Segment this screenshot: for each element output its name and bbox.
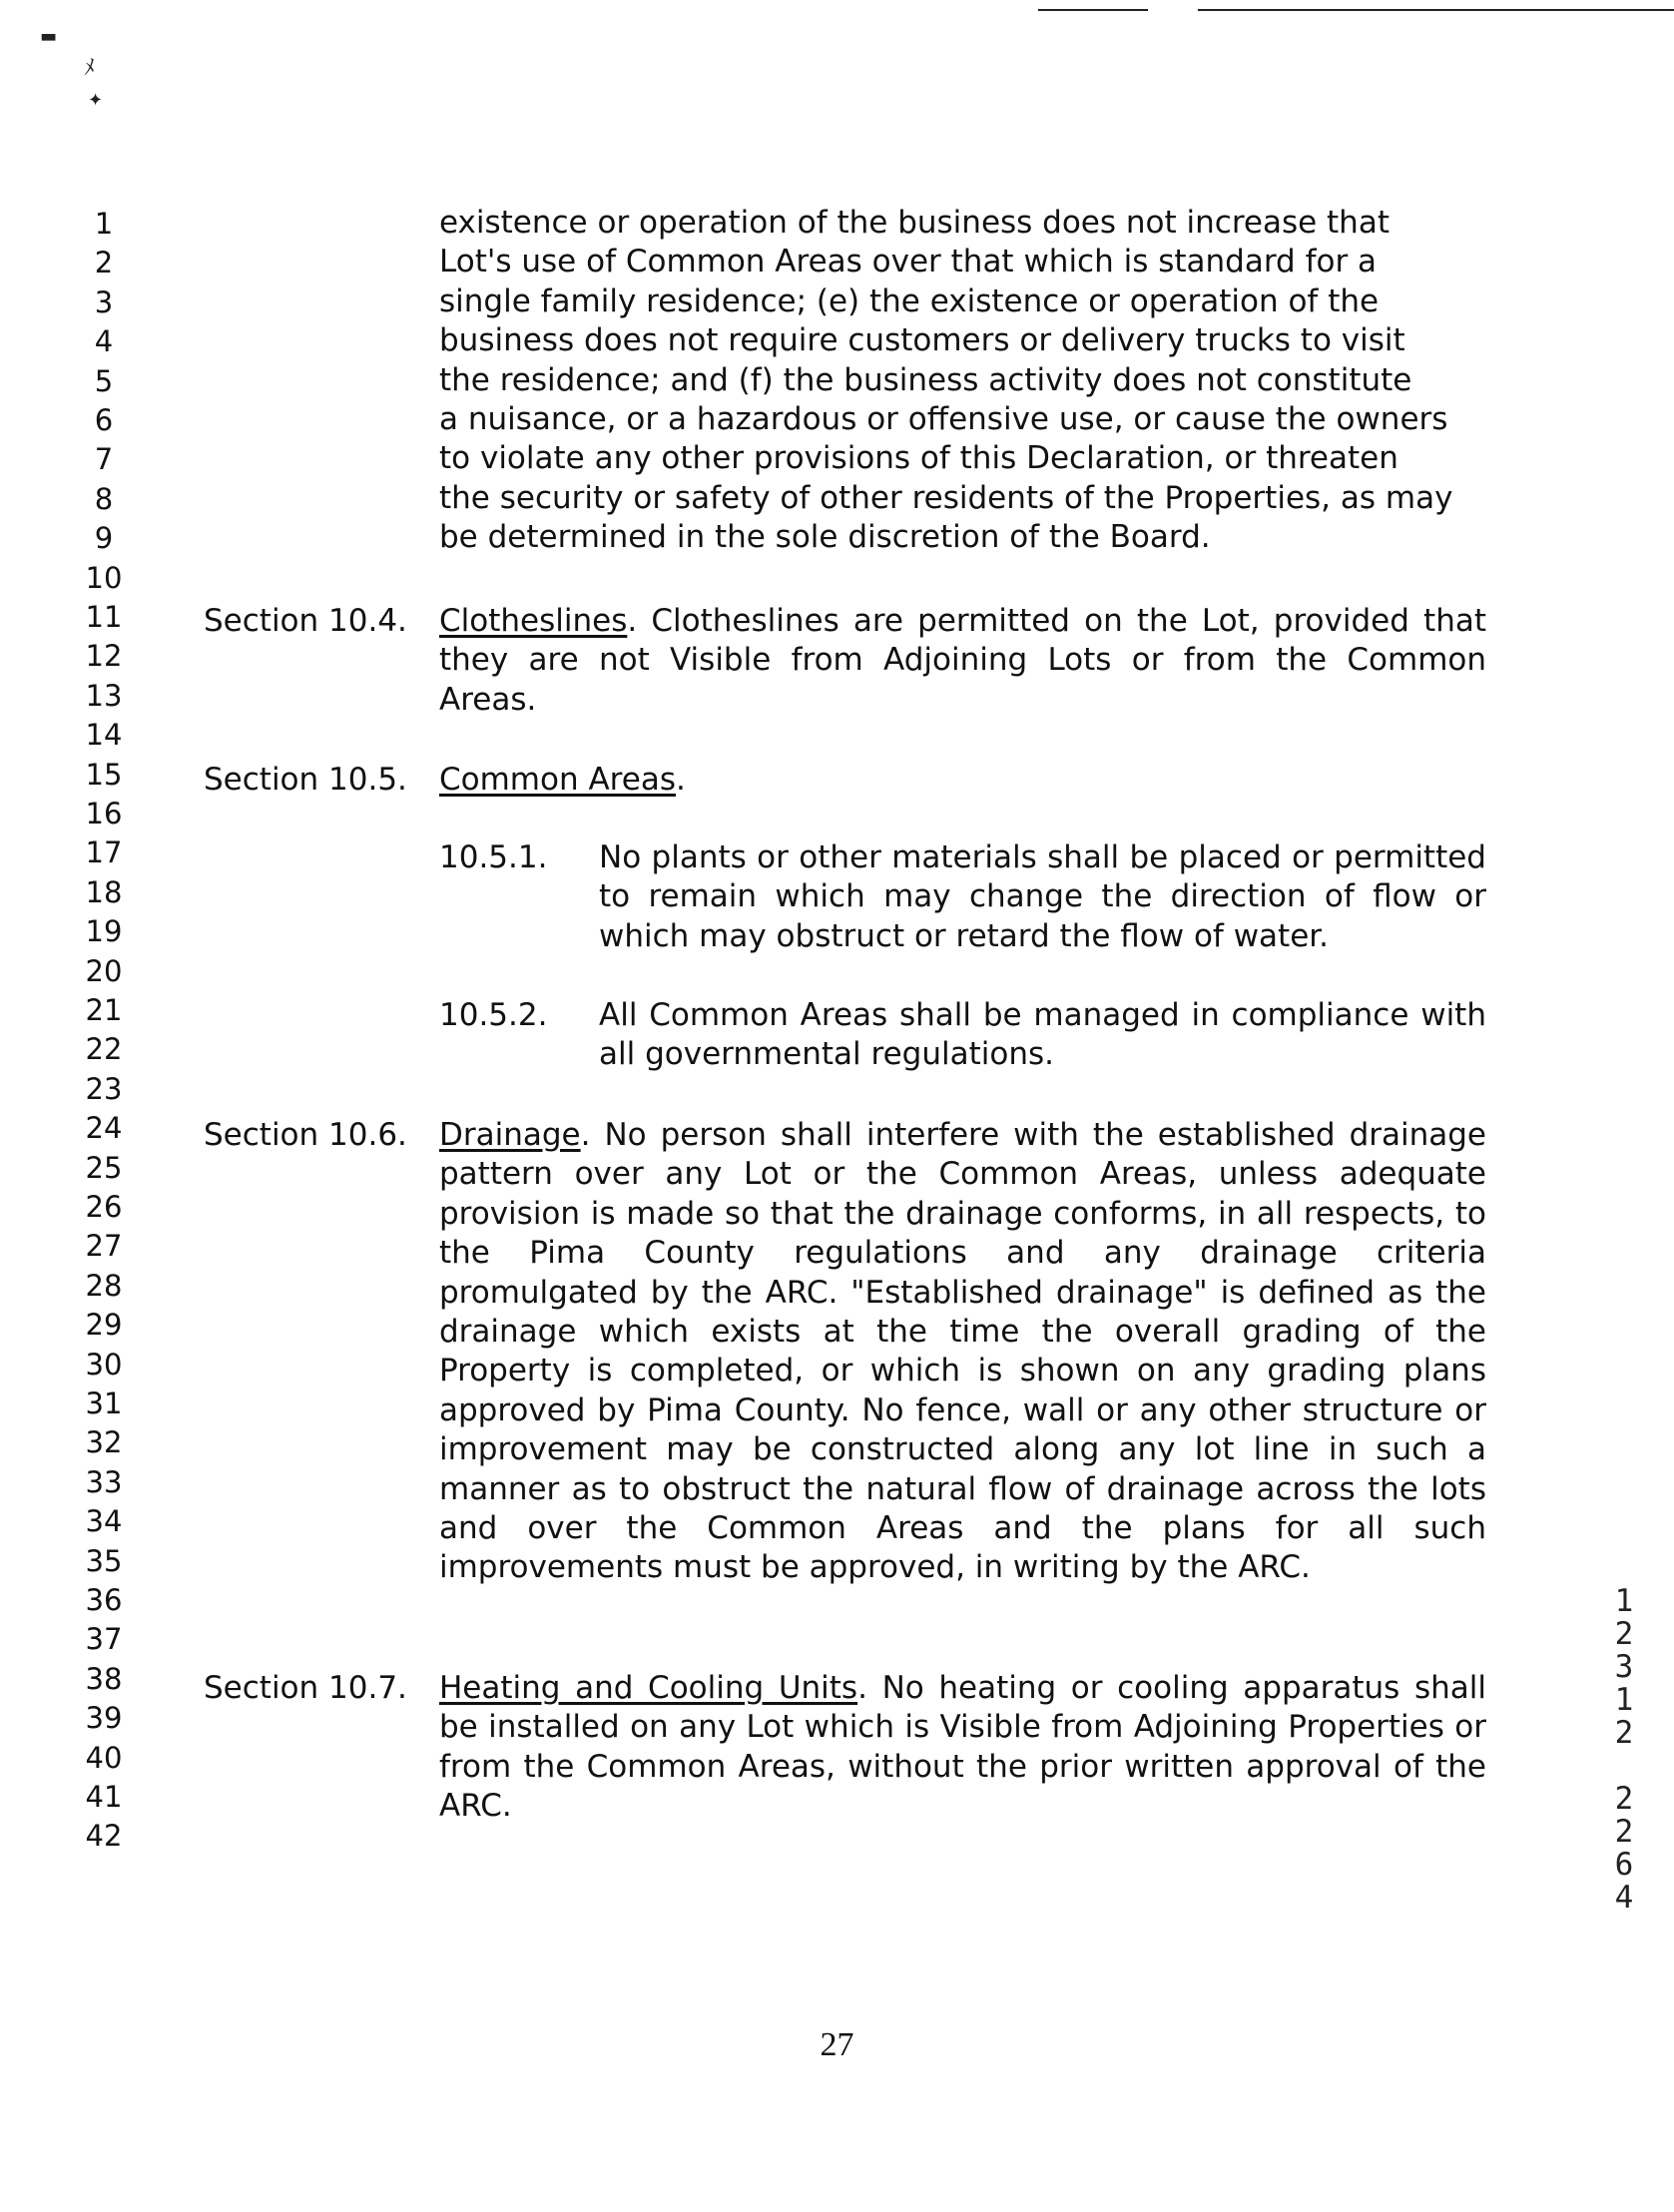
paragraph-line: Lot's use of Common Areas over that which is standard for a xyxy=(439,244,1378,280)
line-number: 7 xyxy=(94,442,114,477)
section-10-7-body xyxy=(439,1669,1486,1827)
line-number: 6 xyxy=(94,403,114,437)
recording-digit: 2 xyxy=(1614,1814,1634,1850)
scan-top-rule xyxy=(1198,9,1674,11)
line-number: 13 xyxy=(85,678,123,713)
line-number: 18 xyxy=(85,874,123,909)
section-10-6-title: Drainage xyxy=(439,1117,581,1153)
continued-paragraph xyxy=(439,204,1486,558)
section-10-4-label: Section 10.4. xyxy=(204,603,407,639)
section-10-7-title: Heating and Cooling Units xyxy=(439,1670,858,1706)
paragraph-line: business does not require customers or delivery trucks to visit xyxy=(439,322,1405,359)
recording-digit: 4 xyxy=(1614,1880,1634,1916)
section-10-4-body xyxy=(439,602,1486,720)
section-10-6-text: . No person shall interfere with the established drainage pattern over any Lot or the Common Areas, unless adequate provision is made so that the drainage conforms, in all respects, to the Pima County regulations and any drainage criteria promulgated by the ARC. "Established drainage" is defined as the drainage which exists at the time the overall grading of the Property is completed, or which is shown on any grading plans approved by Pima County. No fence, wall or any other structure or improvement may be constructed along any lot line in such a manner as to obstruct the natural flow of drainage across the lots and over the Common Areas and the plans for all such improvements must be approved, in writing by the ARC. xyxy=(439,1117,1486,1586)
subsection-10-5-1-label: 10.5.1. xyxy=(439,839,548,875)
line-number: 16 xyxy=(85,797,123,830)
paragraph-line: the residence; and (f) the business activity does not constitute xyxy=(439,361,1412,398)
scan-artifact-mark: ﾒ xyxy=(84,56,96,81)
recording-digit: 3 xyxy=(1614,1649,1634,1685)
line-number: 12 xyxy=(85,639,123,674)
paragraph-line: to violate any other provisions of this Declaration, or threaten xyxy=(439,440,1398,477)
line-number: 34 xyxy=(85,1504,123,1539)
recording-digit-gap xyxy=(1609,1750,1639,1783)
subsection-10-5-1-body: No plants or other materials shall be placed or permitted to remain which may change the direction of flow or which may obstruct or retard the flow of water. xyxy=(599,839,1486,954)
line-number: 19 xyxy=(85,914,123,949)
section-10-5-title: Common Areas xyxy=(439,762,676,798)
line-number: 21 xyxy=(85,993,123,1027)
recording-digit: 1 xyxy=(1614,1583,1634,1619)
line-number: 4 xyxy=(94,324,114,359)
line-number: 28 xyxy=(85,1268,123,1303)
paragraph-line: be determined in the sole discretion of the Board. xyxy=(439,519,1211,556)
paragraph-line: existence or operation of the business does not increase that xyxy=(439,205,1390,241)
section-10-6-body xyxy=(439,1116,1486,1588)
line-number: 26 xyxy=(85,1190,123,1224)
line-number: 15 xyxy=(85,757,123,792)
line-number: 20 xyxy=(85,953,123,988)
line-number: 38 xyxy=(85,1661,123,1696)
line-number: 24 xyxy=(85,1111,123,1146)
line-number: 11 xyxy=(85,600,123,634)
line-number: 36 xyxy=(85,1583,123,1617)
line-number: 35 xyxy=(85,1543,123,1578)
section-10-4-title: Clotheslines xyxy=(439,603,628,639)
recording-digit: 2 xyxy=(1614,1781,1634,1817)
line-number: 27 xyxy=(85,1229,123,1264)
recording-digit: 2 xyxy=(1614,1715,1634,1751)
paragraph-line: a nuisance, or a hazardous or offensive use, or cause the owners xyxy=(439,401,1448,438)
line-number: 37 xyxy=(85,1622,123,1657)
line-number: 9 xyxy=(94,521,114,556)
paragraph-line: the security or safety of other residents of the Properties, as may xyxy=(439,479,1453,516)
line-number: 22 xyxy=(85,1032,123,1067)
section-10-4-text: . Clotheslines are permitted on the Lot, provided that they are not Visible from Adjoining Lots or from the Common Areas. xyxy=(439,603,1486,718)
section-10-6-label: Section 10.6. xyxy=(204,1117,407,1153)
line-number: 40 xyxy=(85,1740,123,1775)
line-number: 31 xyxy=(85,1386,123,1420)
paragraph-line: single family residence; (e) the existence or operation of the xyxy=(439,282,1380,319)
line-number: 33 xyxy=(85,1464,123,1499)
line-number: 3 xyxy=(94,284,114,319)
scan-artifact-mark: ▬ xyxy=(40,26,58,47)
recording-digit: 6 xyxy=(1614,1847,1634,1883)
section-10-5-heading xyxy=(439,761,686,800)
scan-top-rule xyxy=(1038,9,1148,11)
section-10-7-label: Section 10.7. xyxy=(204,1670,407,1706)
section-10-5-label: Section 10.5. xyxy=(204,762,407,798)
line-number: 5 xyxy=(94,363,114,398)
line-number: 10 xyxy=(85,560,123,595)
line-number: 32 xyxy=(85,1425,123,1460)
recording-digit: 1 xyxy=(1614,1682,1634,1718)
recording-digit: 2 xyxy=(1614,1616,1634,1652)
line-number: 25 xyxy=(85,1150,123,1185)
recording-number xyxy=(1609,1585,1639,1915)
line-number: 2 xyxy=(94,246,114,280)
scan-artifact-mark: ✦ xyxy=(88,90,104,111)
section-10-7-text: . No heating or cooling apparatus shall be installed on any Lot which is Visible from Adjoining Properties or from the Common Areas, without the prior written approval of the ARC. xyxy=(439,1670,1486,1825)
line-number: 14 xyxy=(85,718,123,753)
line-number: 8 xyxy=(94,481,114,516)
page-number: 27 xyxy=(820,2026,854,2063)
line-number: 23 xyxy=(85,1071,123,1106)
subsection-10-5-2-body: All Common Areas shall be managed in compliance with all governmental regulations. xyxy=(599,997,1486,1073)
subsection-10-5-2-label: 10.5.2. xyxy=(439,997,548,1033)
line-number: 17 xyxy=(85,835,123,870)
line-number: 39 xyxy=(85,1701,123,1736)
line-number: 30 xyxy=(85,1347,123,1382)
line-number: 1 xyxy=(94,207,114,241)
line-number: 41 xyxy=(85,1780,123,1814)
line-number: 42 xyxy=(85,1819,123,1854)
line-number: 29 xyxy=(85,1308,123,1343)
section-10-5-title-suffix: . xyxy=(675,762,686,798)
